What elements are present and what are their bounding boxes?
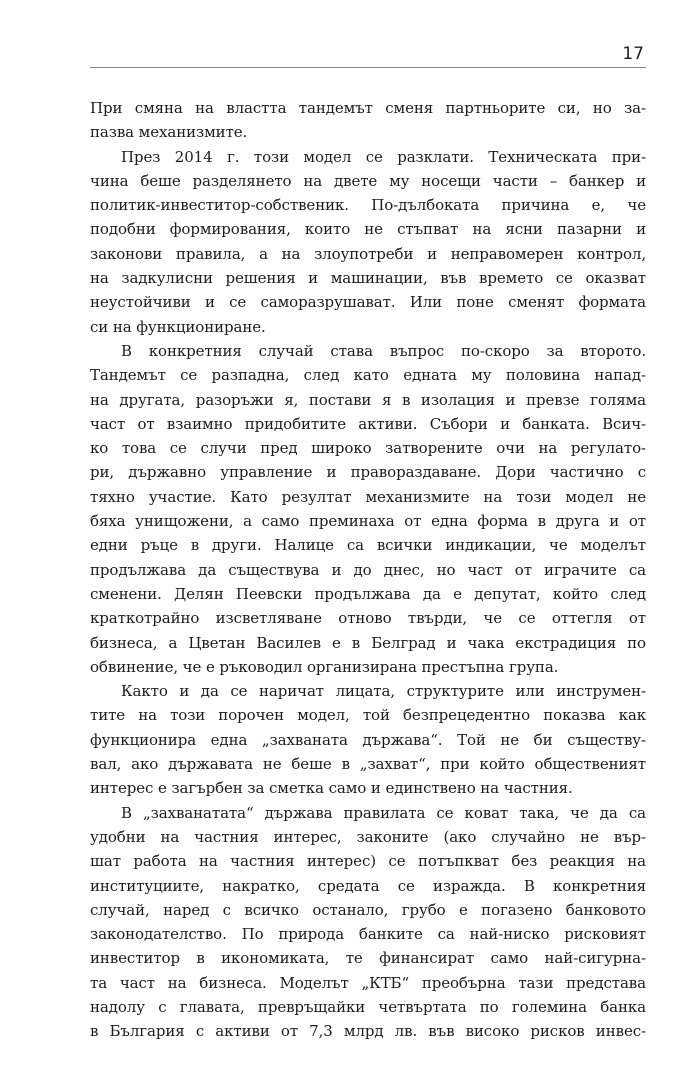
text-line: ко това се случи пред широко затворените очи на регулато- (90, 439, 646, 458)
text-line: законови правила, а на злоупотреби и неправомерен контрол, (90, 244, 646, 263)
text-line: шат работа на частния интерес) се потъпкват без реакция на (90, 852, 646, 871)
text-line: законодателство. По природа банките са най-ниско рисковият (90, 925, 646, 944)
text-line: на задкулисни решения и машинации, във времето се оказват (90, 269, 646, 288)
text-line: та част на бизнеса. Моделът „КТБ“ преобърна тази представа (90, 973, 646, 992)
text-line: вал, ако държавата не беше в „захват“, при който общественият (90, 755, 646, 774)
text-line: функционира една „захваната държава“. Той не би съществу- (90, 730, 646, 749)
text-line: В „захванатата“ държава правилата се коват така, че да са (121, 803, 646, 822)
text-line: ри, държавно управление и правораздаване. Дори частично с (90, 463, 646, 482)
text-line: неустойчиви и се саморазрушават. Или поне сменят формата (90, 293, 646, 312)
text-line: част от взаимно придобитите активи. Събори и банката. Всич- (90, 414, 646, 433)
text-line: краткотрайно изсветляване отново твърди, че се оттегля от (90, 609, 646, 628)
text-line: обвинение, че е ръководил организирана престъпна група. (90, 657, 559, 676)
text-line: През 2014 г. този модел се разклати. Техническата при- (121, 147, 646, 166)
text-line: интерес е загърбен за сметка само и единствено на частния. (90, 779, 573, 798)
text-line: институциите, накратко, средата се изражда. В конкретния (90, 876, 646, 895)
text-line: пазва механизмите. (90, 123, 248, 142)
text-line: сменени. Делян Пеевски продължава да е депутат, който след (90, 584, 646, 603)
header-rule (90, 67, 646, 68)
text-line: Както и да се наричат лицата, структурите или инструмен- (121, 682, 646, 701)
text-line: инвеститор в икономиката, те финансират само най-сигурна- (90, 949, 646, 968)
text-line: подобни формирования, които не стъпват на ясни пазарни и (90, 220, 646, 239)
text-line: чина беше разделянето на двете му носещи части – банкер и (90, 171, 646, 190)
text-line: При смяна на властта тандемът сменя партньорите си, но за- (90, 99, 646, 117)
text-line: удобни на частния интерес, законите (ако случайно не вър- (90, 827, 646, 846)
text-line: едни ръце в други. Налице са всички индикации, че моделът (90, 536, 646, 555)
text-line: бизнеса, а Цветан Василев е в Белград и чака екстрадиция по (90, 633, 646, 652)
text-line: в България с активи от 7,3 млрд лв. във високо рисков инвес- (90, 1022, 646, 1041)
text-line: си на функциониране. (90, 317, 266, 336)
text-line: бяха унищожени, а само преминаха от една форма в друга и от (90, 512, 646, 531)
text-line: тите на този порочен модел, той безпрецедентно показва как (90, 706, 646, 725)
page-number: 17 (622, 44, 644, 64)
text-line: случай, наред с всичко останало, грубо е погазено банковото (90, 900, 646, 919)
text-line: тяхно участие. Като резултат механизмите на този модел не (90, 487, 646, 506)
text-line: надолу с главата, превръщайки четвъртата по големина банка (90, 997, 646, 1016)
text-line: на другата, разоръжи я, постави я в изолация и превзе голяма (90, 390, 646, 409)
text-line: политик-инвеститор-собственик. По-дълбоката причина е, че (90, 196, 646, 215)
text-line: продължава да съществува и до днес, но част от играчите са (90, 560, 646, 579)
text-line: В конкретния случай става въпрос по-скоро за второто. (121, 341, 646, 360)
text-line: Тандемът се разпадна, след като едната му половина напад- (90, 366, 646, 385)
body-text (90, 96, 646, 1044)
